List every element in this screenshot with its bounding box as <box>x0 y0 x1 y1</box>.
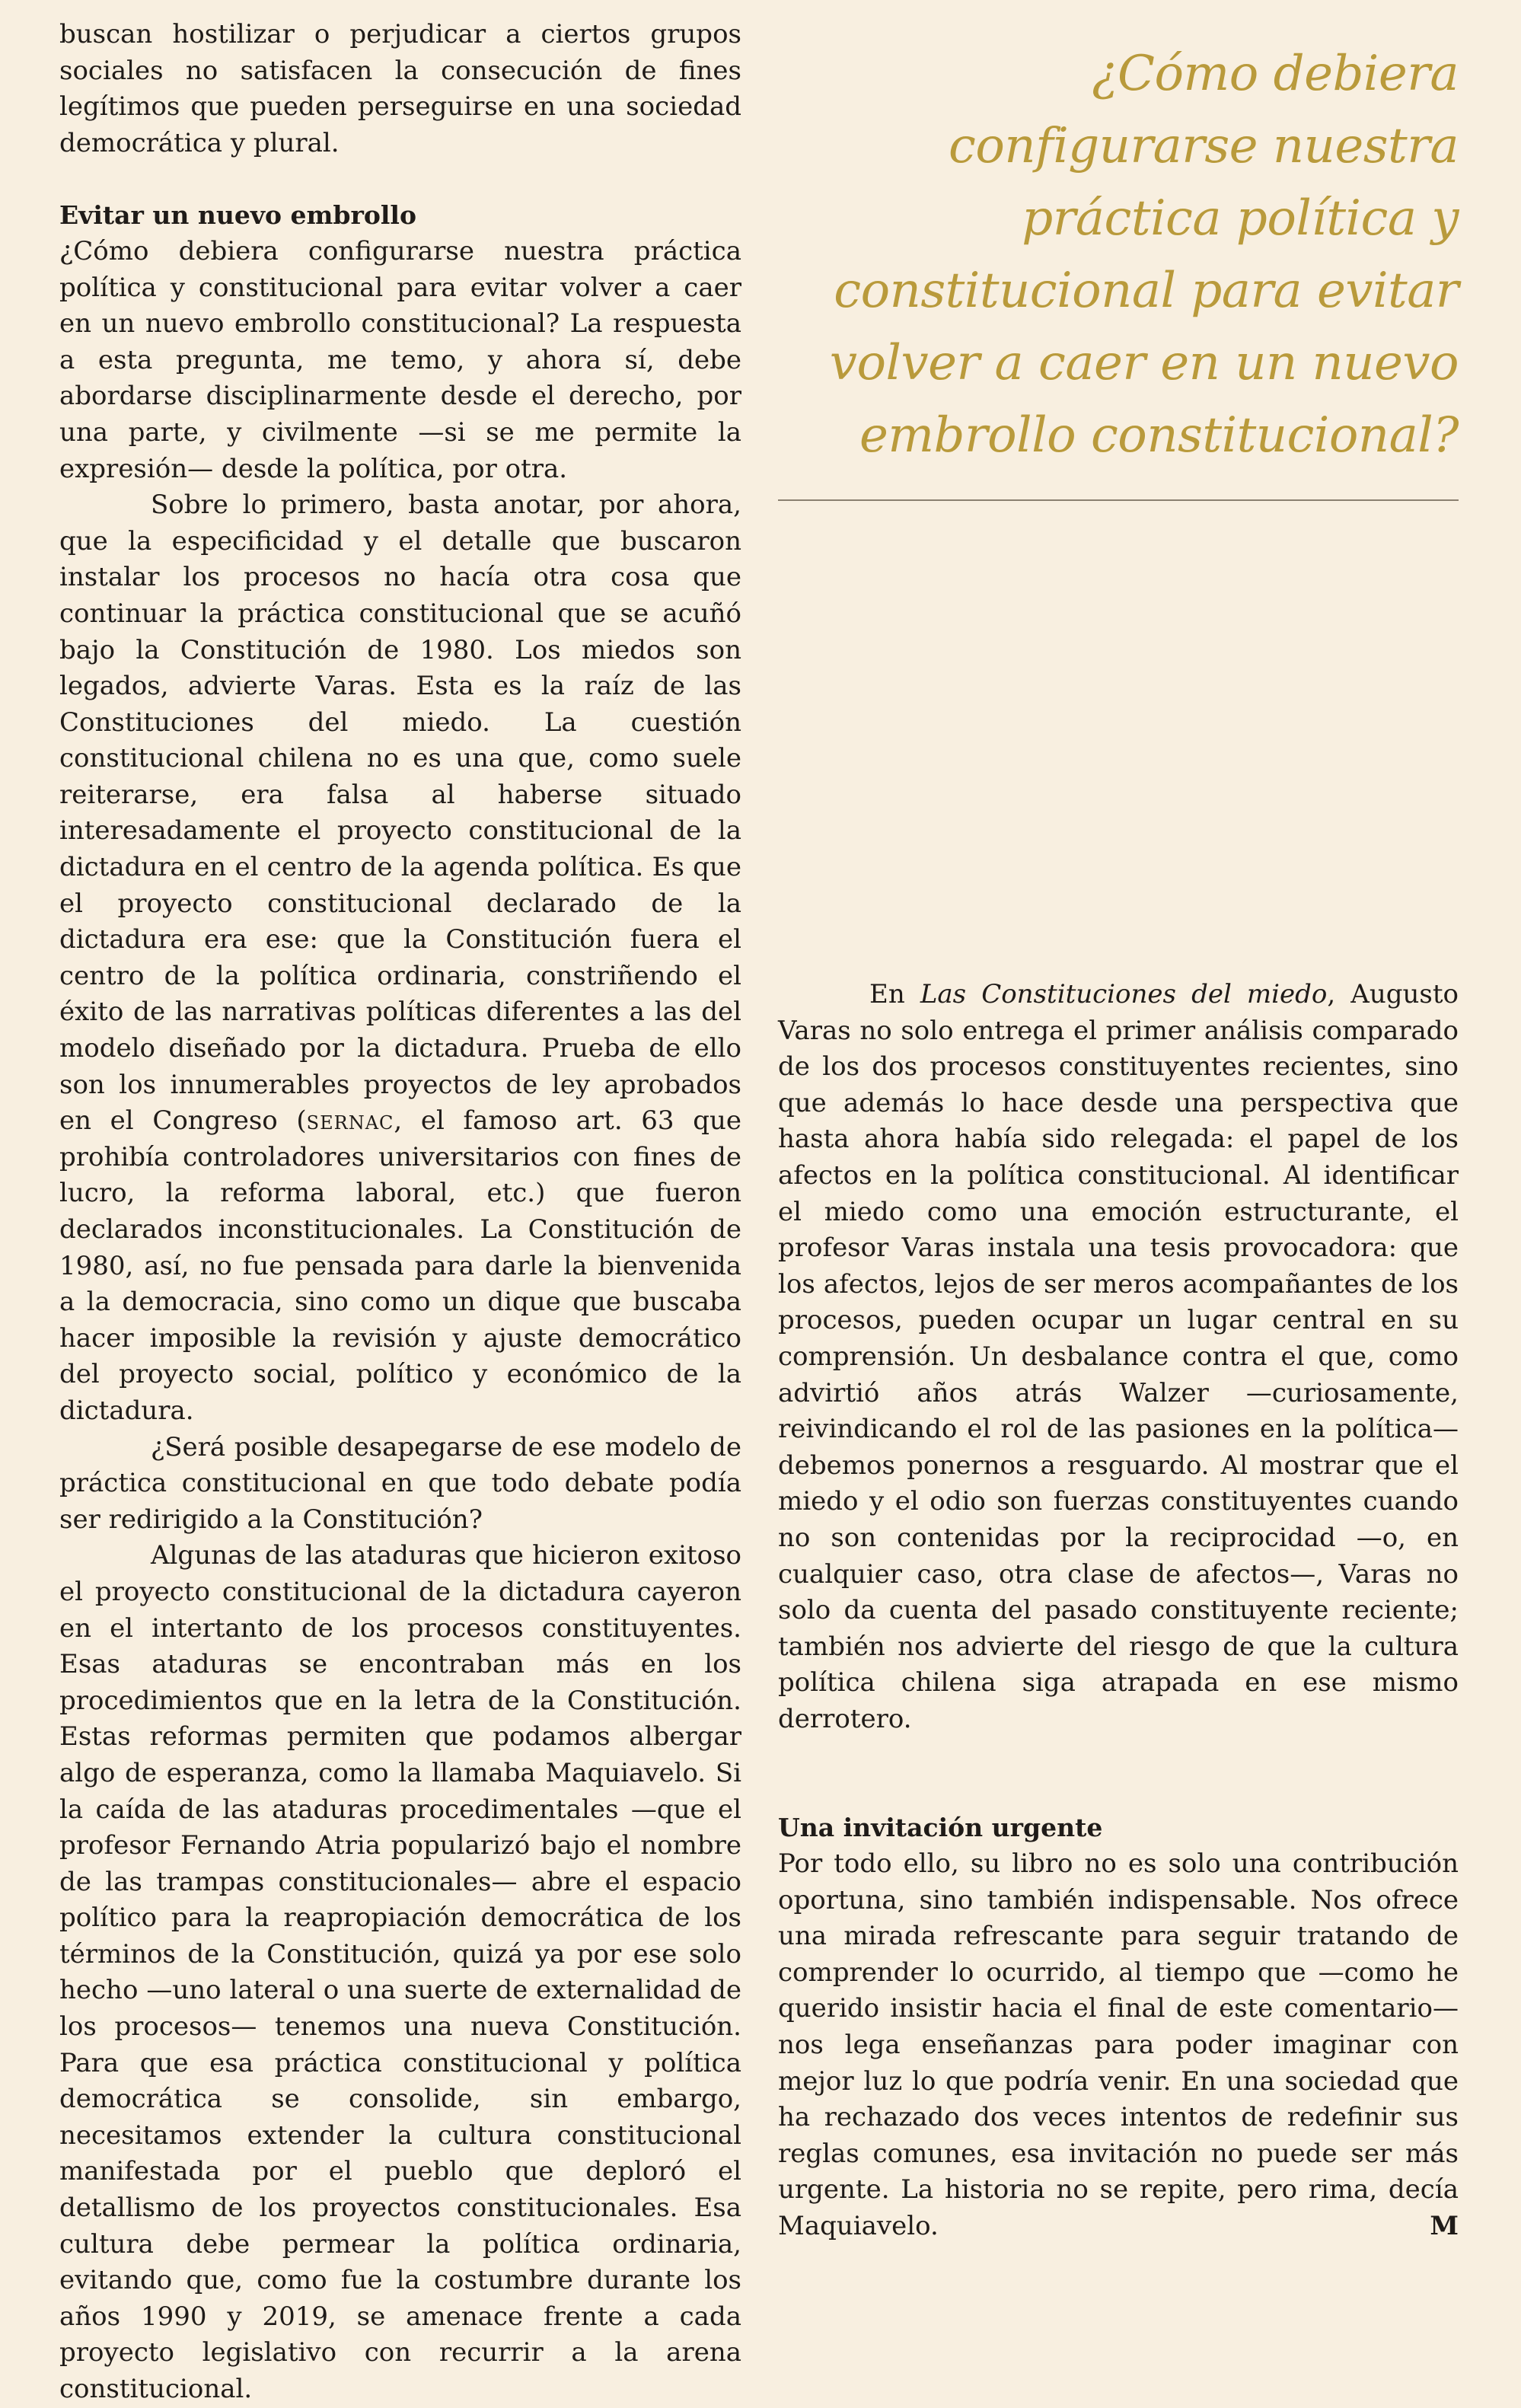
paragraph-conclusion-text: Por todo ello, su libro no es solo una contribución oportuna, sino también indispensable. Nos ofrece una mirada refrescante para seguir tratando de comprender lo ocurrido, al tiempo que —como he querido insistir hacia el final de este comentario— nos lega enseñanzas para poder imaginar con mejor luz lo que podría venir. En una sociedad que ha rechazado dos veces intentos de redefinir sus reglas comunes, esa invitación no puede ser más urgente. La historia no se repite, pero rima, decía Maquiavelo. <box>778 1848 1459 2241</box>
paragraph-lo-primero-text-a: Sobre lo primero, basta anotar, por ahora, que la especificidad y el detalle que buscaron instalar los procesos no hacía otra cosa que continuar la práctica constitucional que se acuñó bajo la Constitución de 1980. Los miedos son legados, advierte Varas. Esta es la raíz de las Constituciones del miedo. La cuestión constitucional chilena no es una que, como suele reiterarse, era falsa al haberse situado interesadamente el proyecto constitucional de la dictadura en el centro de la agenda política. Es que el proyecto constitucional declarado de la dictadura era ese: que la Constitución fuera el centro de la política ordinaria, constriñendo el éxito de las narrativas políticas diferentes a las del modelo diseñado por la dictadura. Prueba de ello son los innumerables proyectos de ley aprobados en el Congreso ( <box>59 490 741 1137</box>
paragraph-lo-primero-text-b: , el famoso art. 63 que prohibía controladores universitarios con fines de lucro, la reforma laboral, etc.) que fueron declarados inconstitucionales. La Constitución de 1980, así, no fue pensada para darle la bienvenida a la democracia, sino como un dique que buscaba hacer imposible la revisión y ajuste democrático del proyecto social, político y económico de la dictadura. <box>59 1105 741 1426</box>
paragraph-desapegarse: ¿Será posible desapegarse de ese modelo de práctica constitucional en que todo debate podía ser redirigido a la Constitución? <box>59 1431 741 1535</box>
paragraph-continuation: buscan hostilizar o perjudicar a ciertos grupos sociales no satisfacen la consecución de fines legítimos que pueden perseguirse en una sociedad democrática y plural. <box>59 19 741 158</box>
paragraph-varas-pre: En <box>869 979 920 1009</box>
section-heading-invitacion: Una invitación urgente <box>778 1813 1103 1843</box>
paragraph-pregunta: ¿Cómo debiera configurarse nuestra práctica política y constitucional para evitar volver a caer en un nuevo embrollo constitucional? La respuesta a esta pregunta, me temo, y ahora sí, debe abordarse disciplinarmente desde el derecho, por una parte, y civilmente —si se me permite la expresión— desde la política, por otra. <box>59 235 741 484</box>
spacer <box>778 1737 1459 1810</box>
sernac-acronym: sernac <box>306 1105 394 1137</box>
spacer <box>59 161 741 197</box>
pull-quote: ¿Cómo debiera configurarse nuestra práctica política y constitucional para evitar volver a caer en un nuevo embrollo constitucional? <box>829 46 1459 464</box>
section-heading-evitar: Evitar un nuevo embrollo <box>59 200 416 231</box>
paragraph-conclusion <box>778 1846 1459 2245</box>
end-mark: M <box>1430 2211 1459 2241</box>
paragraph-lo-primero <box>59 487 741 1429</box>
right-column <box>778 17 1459 2245</box>
paragraph-ataduras: Algunas de las ataduras que hicieron exitoso el proyecto constitucional de la dictadura cayeron en el intertanto de los procesos constituyentes. Esas ataduras se encontraban más en los procedimientos que en la letra de la Constitución. Estas reformas permiten que podamos albergar algo de esperanza, como la llamaba Maquiavelo. Si la caída de las ataduras procedimentales —que el profesor Fernando Atria popularizó bajo el nombre de las trampas constitucionales— abre el espacio político para la reapropiación democrática de los términos de la Constitución, quizá ya por ese solo hecho —uno lateral o una suerte de externalidad de los procesos— tenemos una nueva Constitución. Para que esa práctica constitucional y política democrática se consolide, sin embargo, necesitamos extender la cultura constitucional manifestada por el pueblo que deploró el detallismo de los proyectos constitucionales. Esa cultura debe permear la política ordinaria, evitando que, como fue la costumbre durante los años 1990 y 2019, se amenace frente a cada proyecto legislativo con recurrir a la arena constitucional. <box>59 1540 741 2404</box>
paragraph-varas <box>778 977 1459 1737</box>
blank-space <box>778 501 1459 977</box>
left-column <box>59 17 741 2408</box>
paragraph-varas-body: , Augusto Varas no solo entrega el primer análisis comparado de los dos procesos constituyentes recientes, sino que además lo hace desde una perspectiva que hasta ahora había sido relegada: el papel de los afectos en la política constitucional. Al identificar el miedo como una emoción estructurante, el profesor Varas instala una tesis provocadora: que los afectos, lejos de ser meros acompañantes de los procesos, pueden ocupar un lugar central en su comprensión. Un desbalance contra el que, como advirtió años atrás Walzer —curiosamente, reivindicando el rol de las pasiones en la política— debemos ponernos a resguardo. Al mostrar que el miedo y el odio son fuerzas constituyentes cuando no son contenidas por la reciprocidad —o, en cualquier caso, otra clase de afectos—, Varas no solo da cuenta del pasado constituyente reciente; también nos advierte del riesgo de que la cultura política chilena siga atrapada en ese mismo derrotero. <box>778 979 1459 1734</box>
book-title: Las Constituciones del miedo <box>920 979 1328 1009</box>
